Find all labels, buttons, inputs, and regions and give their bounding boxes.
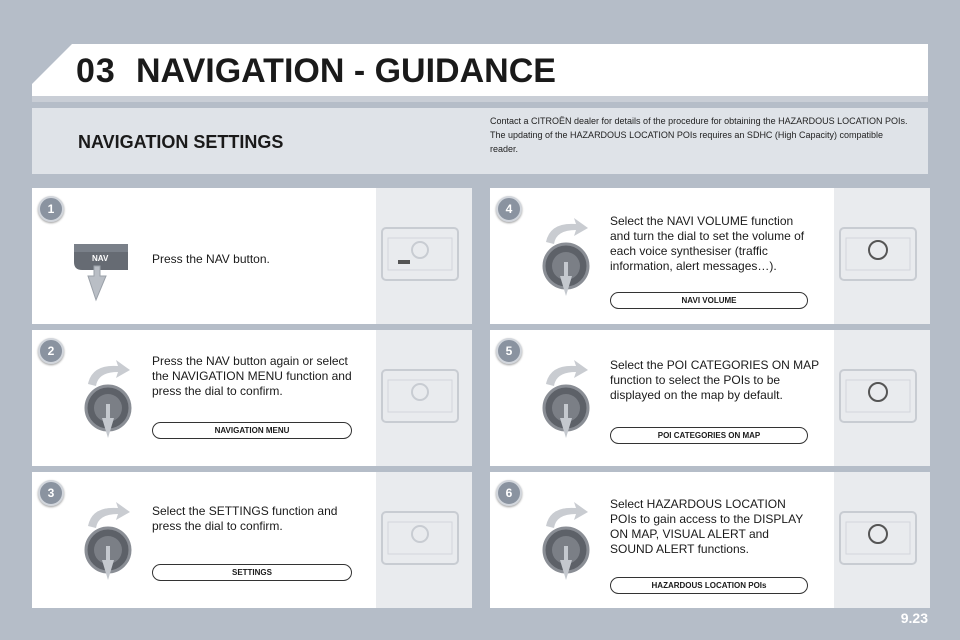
chapter-title: NAVIGATION - GUIDANCE <box>136 52 556 90</box>
step-number-badge: 2 <box>38 338 64 364</box>
menu-item-label: POI CATEGORIES ON MAP <box>610 427 808 444</box>
header-divider <box>32 96 928 102</box>
step-number-badge: 6 <box>496 480 522 506</box>
menu-item-label: NAVIGATION MENU <box>152 422 352 439</box>
step-number-badge: 5 <box>496 338 522 364</box>
section-band <box>32 108 928 174</box>
step-number-badge: 3 <box>38 480 64 506</box>
step-text: Press the NAV button. <box>152 252 270 266</box>
dial-icon <box>78 502 138 582</box>
step-number-badge: 4 <box>496 196 522 222</box>
nav-button-label: NAV <box>92 254 109 263</box>
radio-unit-icon <box>838 508 918 568</box>
radio-unit-icon <box>380 366 460 426</box>
page-number: 9.23 <box>900 610 928 626</box>
nav-button-icon <box>70 236 134 302</box>
step-text: Press the NAV button again or select the NAVIGATION MENU function and press the dial to confirm. <box>152 354 352 398</box>
radio-unit-icon <box>380 508 460 568</box>
section-title: NAVIGATION SETTINGS <box>78 132 284 152</box>
dial-icon <box>536 360 596 440</box>
step-text: Select the SETTINGS function and press the dial to confirm. <box>152 504 338 533</box>
dealer-note <box>490 114 910 156</box>
step-text: Select HAZARDOUS LOCATION POIs to gain access to the DISPLAY ON MAP, VISUAL ALERT and SOUND ALERT functions. <box>610 497 803 556</box>
note-line: The updating of the HAZARDOUS LOCATION POIs requires an SDHC (High Capacity) compatible reader. <box>490 130 883 154</box>
radio-unit-icon <box>380 224 460 284</box>
menu-item-label: SETTINGS <box>152 564 352 581</box>
dial-icon <box>536 502 596 582</box>
dial-icon <box>78 360 138 440</box>
step-text: Select the POI CATEGORIES ON MAP function to select the POIs to be displayed on the map by default. <box>610 358 819 402</box>
step-text: Select the NAVI VOLUME function and turn the dial to set the volume of each voice synthesiser (traffic information, alert messages…). <box>610 214 805 273</box>
step-number-badge: 1 <box>38 196 64 222</box>
chapter-number: 03 <box>76 52 116 90</box>
menu-item-label: NAVI VOLUME <box>610 292 808 309</box>
radio-unit-icon <box>838 224 918 284</box>
radio-unit-icon <box>838 366 918 426</box>
dial-icon <box>536 218 596 298</box>
note-line: Contact a CITROËN dealer for details of the procedure for obtaining the HAZARDOUS LOCATION POIs. <box>490 116 908 126</box>
menu-item-label: HAZARDOUS LOCATION POIs <box>610 577 808 594</box>
